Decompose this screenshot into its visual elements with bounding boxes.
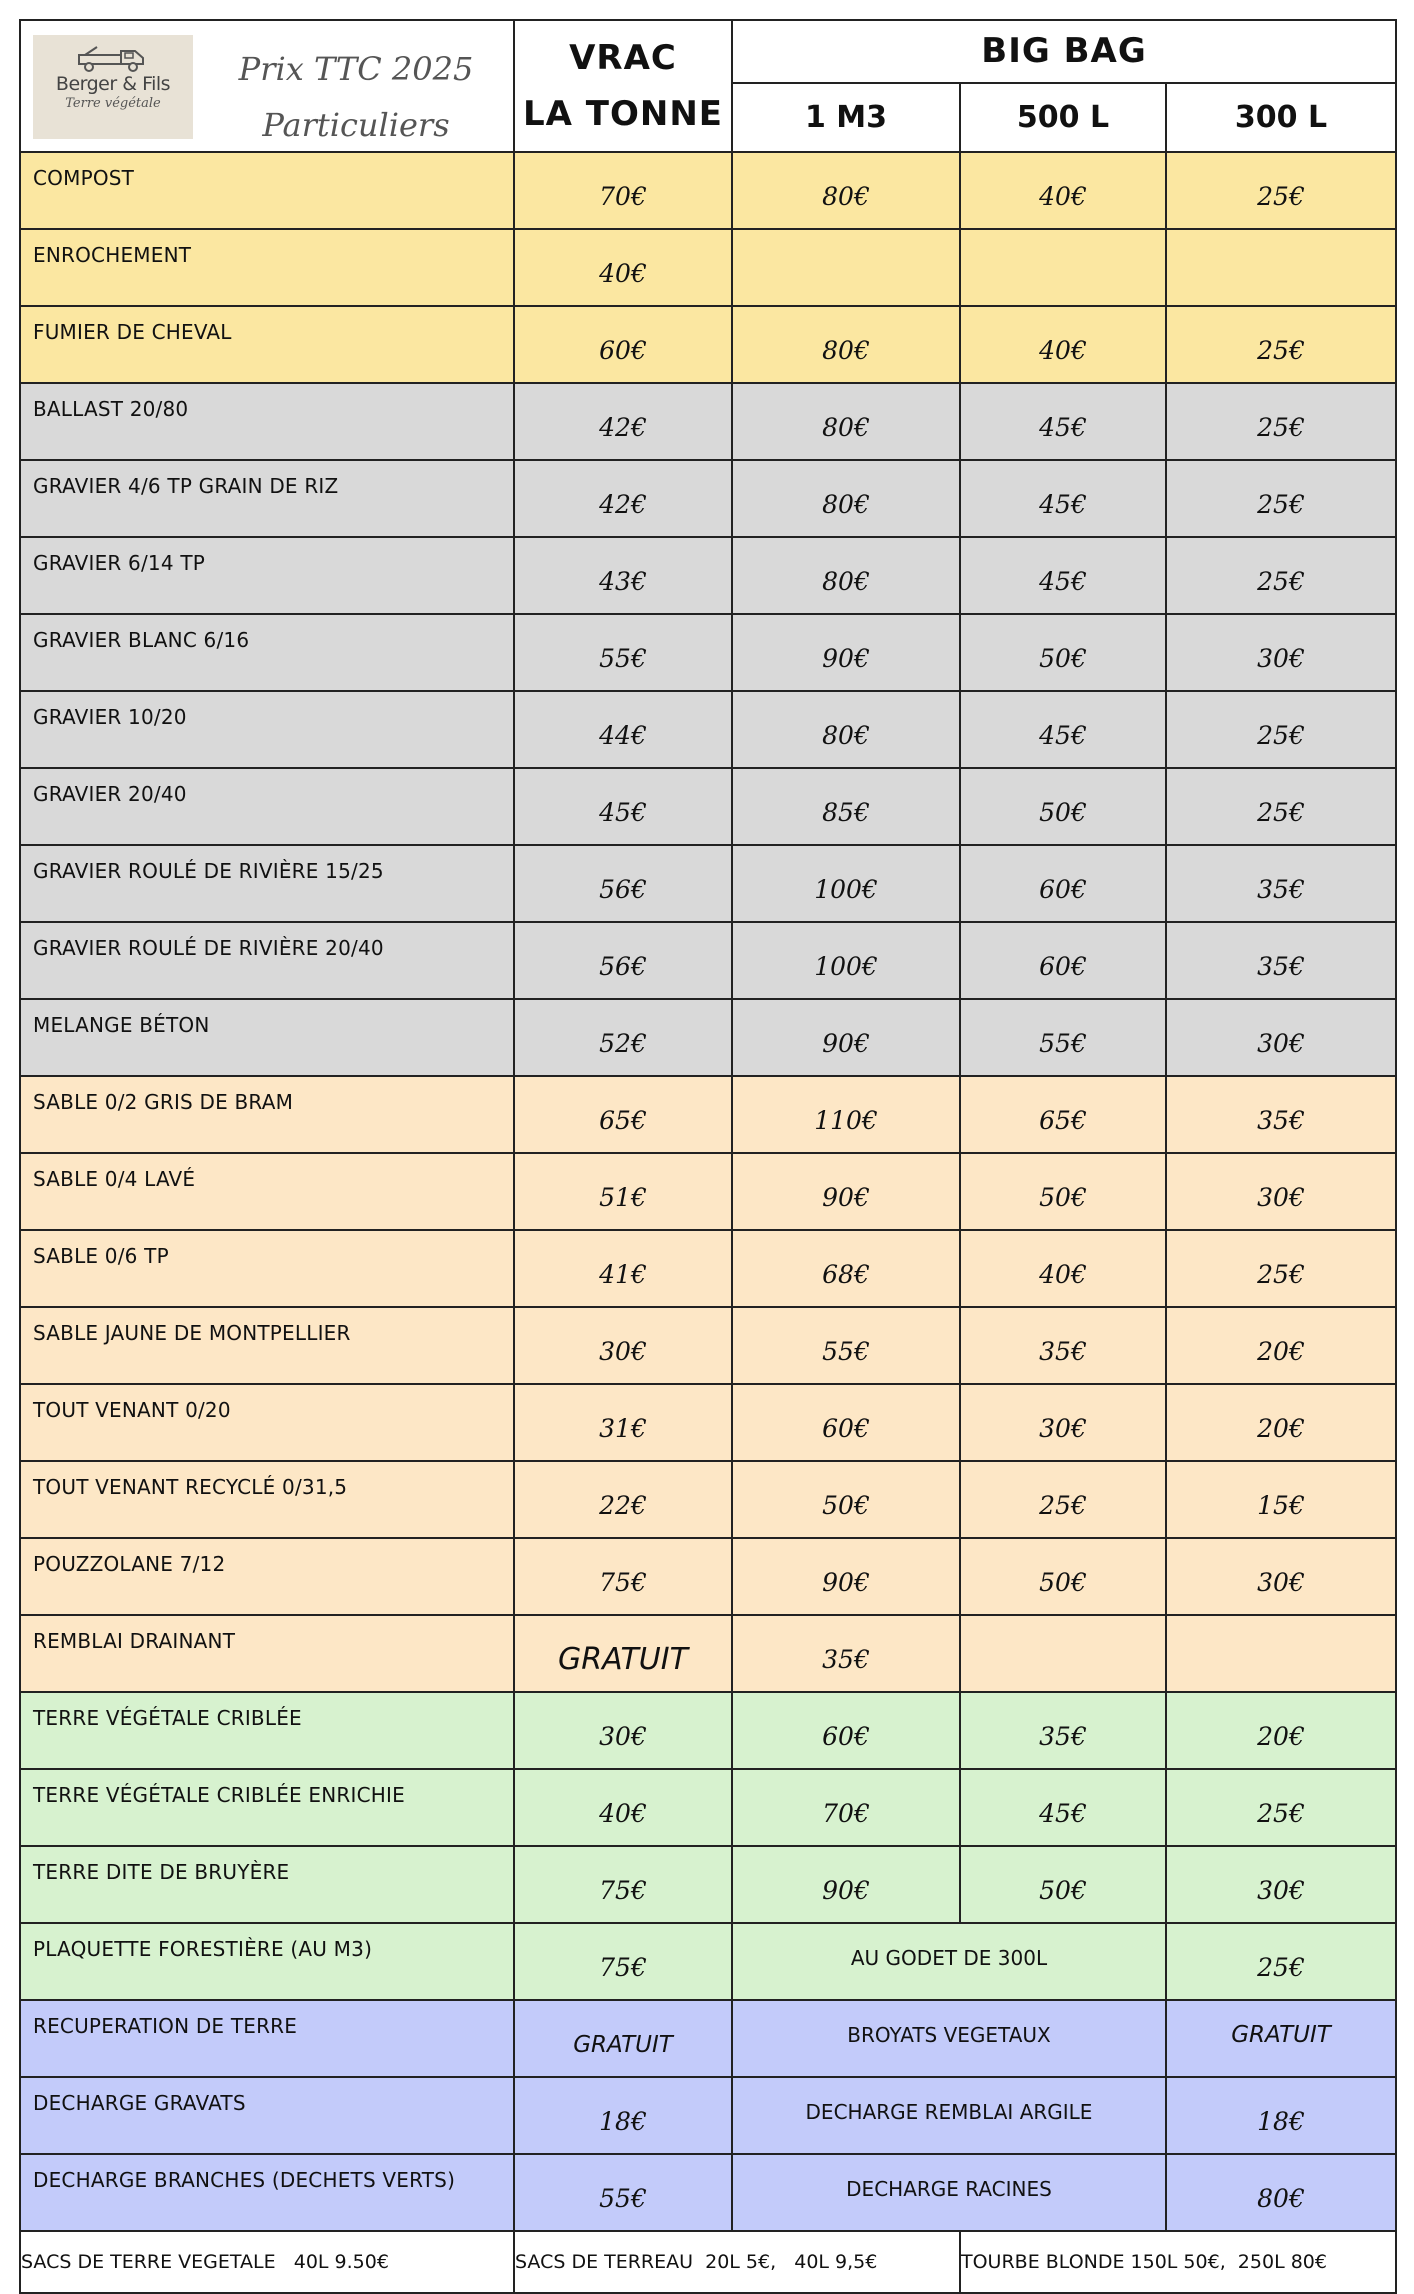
table-row [20, 152, 1396, 229]
header-1m3: 1 M3 [732, 83, 960, 152]
price-1m3: 90€ [822, 1183, 870, 1212]
price-1m3: 80€ [822, 336, 870, 365]
table-row [20, 1230, 1396, 1307]
price-300l: 25€ [1257, 1799, 1305, 1828]
table-row [20, 922, 1396, 999]
price-300l: 25€ [1257, 490, 1305, 519]
service-price-secondary: GRATUIT [1231, 2021, 1331, 2048]
price-vrac: 42€ [599, 413, 647, 442]
price-500l: 45€ [1039, 567, 1087, 596]
price-1m3: 50€ [822, 1491, 870, 1520]
price-500l: 40€ [1039, 1260, 1087, 1289]
price-500l: 50€ [1039, 1568, 1087, 1597]
table-row [20, 614, 1396, 691]
product-name: SABLE 0/2 GRIS DE BRAM [33, 1089, 294, 1114]
price-1m3: 80€ [822, 413, 870, 442]
price-vrac: 22€ [599, 1491, 647, 1520]
product-name: POUZZOLANE 7/12 [33, 1551, 226, 1576]
table-row [20, 1615, 1396, 1692]
footer-row [20, 2231, 1396, 2293]
price-vrac: 51€ [599, 1183, 647, 1212]
price-500l: 45€ [1039, 490, 1087, 519]
price-1m3: 80€ [822, 567, 870, 596]
price-vrac: 52€ [599, 1029, 647, 1058]
product-name: TOUT VENANT 0/20 [33, 1397, 231, 1422]
price-vrac: 65€ [599, 1106, 647, 1135]
price-1m3: 60€ [822, 1722, 870, 1751]
table-row [20, 306, 1396, 383]
footer-terreau: SACS DE TERREAU 20L 5€, 40L 9,5€ [514, 2231, 960, 2293]
table-row [20, 1384, 1396, 1461]
price-1m3: 70€ [822, 1799, 870, 1828]
price-300l: 35€ [1257, 952, 1305, 981]
price-1m3: 90€ [822, 1568, 870, 1597]
price-vrac: 55€ [599, 644, 647, 673]
header-300l: 300 L [1166, 83, 1396, 152]
price-500l: 45€ [1039, 1799, 1087, 1828]
price-500l: 45€ [1039, 721, 1087, 750]
price-300l: 30€ [1257, 644, 1305, 673]
price-vrac: 75€ [599, 1876, 647, 1905]
table-row [20, 229, 1396, 306]
page-title [231, 41, 481, 153]
plaquette-note: AU GODET DE 300L [850, 1945, 1048, 1970]
product-name: FUMIER DE CHEVAL [33, 319, 232, 344]
price-1m3: 68€ [822, 1260, 870, 1289]
product-name: TERRE VÉGÉTALE CRIBLÉE ENRICHIE [33, 1782, 405, 1807]
price-300l: 25€ [1257, 1953, 1305, 1982]
price-vrac: GRATUIT [558, 1642, 688, 1677]
product-name: TERRE DITE DE BRUYÈRE [33, 1859, 290, 1884]
price-500l: 55€ [1039, 1029, 1087, 1058]
price-300l: 25€ [1257, 721, 1305, 750]
table-row [20, 1692, 1396, 1769]
service-price: GRATUIT [573, 2031, 673, 2058]
price-1m3: 100€ [814, 875, 878, 904]
table-row [20, 383, 1396, 460]
price-1m3: 55€ [822, 1337, 870, 1366]
service-name: DECHARGE BRANCHES (DECHETS VERTS) [33, 2167, 456, 2192]
price-1m3: 100€ [814, 952, 878, 981]
price-300l: 25€ [1257, 336, 1305, 365]
header-vrac-line2: LA TONNE [522, 94, 724, 134]
price-500l: 60€ [1039, 952, 1087, 981]
price-vrac: 44€ [599, 721, 647, 750]
price-500l: 35€ [1039, 1337, 1087, 1366]
product-name: ENROCHEMENT [33, 242, 192, 267]
table-row [20, 537, 1396, 614]
price-vrac: 30€ [599, 1722, 647, 1751]
footer-terre-vegetale: SACS DE TERRE VEGETALE 40L 9.50€ [20, 2231, 514, 2293]
price-500l: 30€ [1039, 1414, 1087, 1443]
price-vrac: 40€ [599, 1799, 647, 1828]
footer-tourbe: TOURBE BLONDE 150L 50€, 250L 80€ [960, 2231, 1396, 2293]
price-1m3: 85€ [822, 798, 870, 827]
price-500l: 50€ [1039, 644, 1087, 673]
table-row [20, 691, 1396, 768]
product-name: GRAVIER ROULÉ DE RIVIÈRE 20/40 [33, 935, 384, 960]
table-row [20, 1846, 1396, 1923]
table-row [20, 1461, 1396, 1538]
service-price-secondary: 18€ [1257, 2107, 1305, 2136]
product-name: TOUT VENANT RECYCLÉ 0/31,5 [33, 1474, 348, 1499]
product-name: SABLE JAUNE DE MONTPELLIER [33, 1320, 351, 1345]
price-500l: 40€ [1039, 336, 1087, 365]
product-name: GRAVIER BLANC 6/16 [33, 627, 250, 652]
price-500l: 50€ [1039, 798, 1087, 827]
service-price: 55€ [599, 2184, 647, 2213]
header-bigbag: BIG BAG [732, 20, 1396, 83]
price-1m3: 80€ [822, 721, 870, 750]
table-row [20, 845, 1396, 922]
price-500l: 50€ [1039, 1183, 1087, 1212]
price-500l: 25€ [1039, 1491, 1087, 1520]
product-name: GRAVIER 4/6 TP GRAIN DE RIZ [33, 473, 339, 498]
price-1m3: 60€ [822, 1414, 870, 1443]
price-300l: 30€ [1257, 1029, 1305, 1058]
product-name: REMBLAI DRAINANT [33, 1628, 236, 1653]
price-300l: 20€ [1257, 1414, 1305, 1443]
price-1m3: 80€ [822, 182, 870, 211]
title-line2: Particuliers [262, 106, 450, 144]
price-300l: 15€ [1257, 1491, 1305, 1520]
price-300l: 25€ [1257, 1260, 1305, 1289]
price-1m3: 80€ [822, 490, 870, 519]
service-row [20, 2077, 1396, 2154]
product-name: COMPOST [33, 165, 135, 190]
brand-name: Berger & Fils [55, 73, 171, 95]
price-300l: 35€ [1257, 875, 1305, 904]
price-300l: 30€ [1257, 1183, 1305, 1212]
table-row [20, 1153, 1396, 1230]
header-brand-cell [20, 20, 514, 152]
price-500l: 35€ [1039, 1722, 1087, 1751]
price-vrac: 56€ [599, 952, 647, 981]
header-500l: 500 L [960, 83, 1166, 152]
brand-tagline: Terre végétale [65, 96, 161, 111]
title-line1: Prix TTC 2025 [238, 50, 474, 88]
product-name: GRAVIER 10/20 [33, 704, 187, 729]
service-row [20, 2154, 1396, 2231]
price-300l: 25€ [1257, 798, 1305, 827]
service-name-secondary: DECHARGE RACINES [846, 2176, 1052, 2201]
table-row [20, 1769, 1396, 1846]
price-vrac: 75€ [599, 1953, 647, 1982]
product-name: PLAQUETTE FORESTIÈRE (AU M3) [33, 1936, 373, 1961]
service-price: 18€ [599, 2107, 647, 2136]
price-vrac: 70€ [599, 182, 647, 211]
table-row [20, 1076, 1396, 1153]
price-500l: 40€ [1039, 182, 1087, 211]
price-1m3: 90€ [822, 1876, 870, 1905]
price-vrac: 42€ [599, 490, 647, 519]
service-name-secondary: BROYATS VEGETAUX [847, 2022, 1051, 2047]
price-300l: 25€ [1257, 182, 1305, 211]
price-300l: 30€ [1257, 1876, 1305, 1905]
price-vrac: 56€ [599, 875, 647, 904]
price-300l: 25€ [1257, 413, 1305, 442]
product-name: GRAVIER 20/40 [33, 781, 187, 806]
service-name: DECHARGE GRAVATS [33, 2090, 246, 2115]
header-vrac-line1: VRAC [569, 38, 677, 78]
price-vrac: 75€ [599, 1568, 647, 1597]
price-300l: 20€ [1257, 1722, 1305, 1751]
price-500l: 60€ [1039, 875, 1087, 904]
service-name: RECUPERATION DE TERRE [33, 2013, 298, 2038]
price-vrac: 60€ [599, 336, 647, 365]
price-500l: 50€ [1039, 1876, 1087, 1905]
table-row [20, 1923, 1396, 2000]
product-name: SABLE 0/4 LAVÉ [33, 1166, 196, 1191]
price-vrac: 40€ [599, 259, 647, 288]
service-row [20, 2000, 1396, 2077]
header-vrac [514, 20, 732, 152]
price-vrac: 45€ [599, 798, 647, 827]
product-name: BALLAST 20/80 [33, 396, 189, 421]
price-500l: 65€ [1039, 1106, 1087, 1135]
price-300l: 25€ [1257, 567, 1305, 596]
product-name: TERRE VÉGÉTALE CRIBLÉE [33, 1705, 302, 1730]
product-name: MELANGE BÉTON [33, 1012, 210, 1037]
price-1m3: 35€ [822, 1645, 870, 1674]
price-vrac: 41€ [599, 1260, 647, 1289]
price-1m3: 90€ [822, 644, 870, 673]
price-1m3: 110€ [814, 1106, 878, 1135]
price-1m3: 90€ [822, 1029, 870, 1058]
service-name-secondary: DECHARGE REMBLAI ARGILE [805, 2099, 1093, 2124]
price-table [19, 19, 1397, 2294]
table-row [20, 1307, 1396, 1384]
product-name: GRAVIER ROULÉ DE RIVIÈRE 15/25 [33, 858, 384, 883]
table-row [20, 768, 1396, 845]
price-300l: 30€ [1257, 1568, 1305, 1597]
price-300l: 35€ [1257, 1106, 1305, 1135]
truck-icon [75, 43, 151, 73]
product-name: GRAVIER 6/14 TP [33, 550, 206, 575]
logo [33, 35, 193, 139]
table-row [20, 999, 1396, 1076]
product-name: SABLE 0/6 TP [33, 1243, 169, 1268]
table-row [20, 1538, 1396, 1615]
price-vrac: 43€ [599, 567, 647, 596]
price-vrac: 30€ [599, 1337, 647, 1366]
price-vrac: 31€ [599, 1414, 647, 1443]
price-500l: 45€ [1039, 413, 1087, 442]
service-price-secondary: 80€ [1257, 2184, 1305, 2213]
price-300l: 20€ [1257, 1337, 1305, 1366]
table-row [20, 460, 1396, 537]
